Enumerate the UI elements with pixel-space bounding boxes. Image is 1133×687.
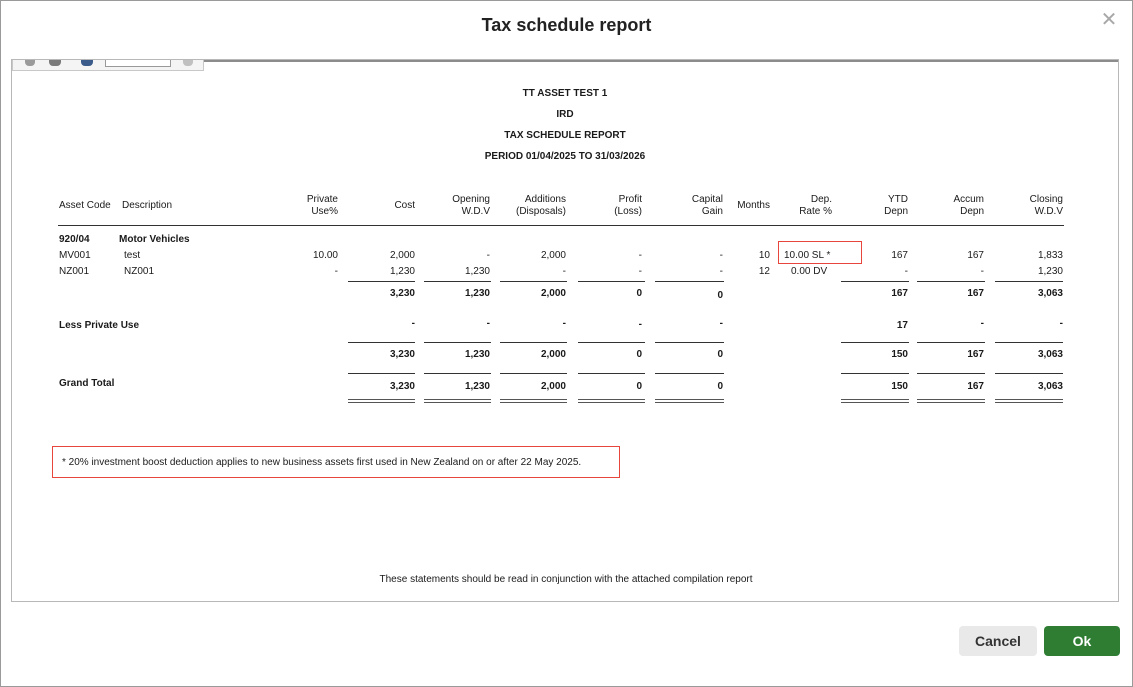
grand-accum: 167 — [967, 381, 984, 392]
refresh-icon[interactable] — [49, 60, 61, 66]
grand-ytd: 150 — [891, 381, 908, 392]
row-cost: 2,000 — [389, 250, 415, 261]
col-opening — [430, 194, 490, 218]
sum-rule — [995, 281, 1063, 282]
sum-rule — [841, 281, 909, 282]
col-description: Description — [122, 200, 173, 211]
col-accum-line2: Depn — [960, 206, 984, 217]
sum-rule — [578, 373, 645, 374]
col-profit-line2: (Loss) — [614, 206, 642, 217]
row-additions: 2,000 — [540, 250, 566, 261]
row-ytd-depn: 167 — [891, 250, 908, 261]
row-months: 12 — [758, 266, 770, 277]
report-title: TAX SCHEDULE REPORT — [504, 130, 626, 141]
double-rule — [655, 399, 724, 403]
group-name: Motor Vehicles — [119, 234, 190, 245]
sum-rule — [655, 342, 724, 343]
net-profit: 0 — [636, 349, 642, 360]
subtotal-profit: 0 — [636, 288, 642, 299]
double-rule — [348, 399, 415, 403]
col-additions-line2: (Disposals) — [515, 206, 566, 217]
col-private-use-line1: Private — [306, 194, 338, 205]
double-rule — [841, 399, 909, 403]
double-rule — [995, 399, 1063, 403]
row-capital-gain: - — [719, 266, 723, 277]
report-period: PERIOD 01/04/2025 TO 31/03/2026 — [484, 151, 646, 162]
col-ytd-depn — [848, 194, 908, 218]
grand-total-label: Grand Total — [59, 378, 115, 389]
col-closing-line2: W.D.V — [1034, 206, 1063, 217]
net-cost: 3,230 — [389, 349, 415, 360]
less-private-additions: - — [562, 318, 566, 329]
report-company: TT ASSET TEST 1 — [522, 88, 608, 99]
col-dep-line2: Rate % — [799, 206, 832, 217]
row-cost: 1,230 — [389, 266, 415, 277]
grand-opening: 1,230 — [464, 381, 490, 392]
sum-rule — [500, 342, 567, 343]
sum-rule — [348, 373, 415, 374]
print-icon[interactable] — [25, 60, 35, 66]
sum-rule — [917, 281, 985, 282]
less-private-cost: - — [411, 318, 415, 329]
grand-profit: 0 — [636, 381, 642, 392]
col-dep-line1: Dep. — [810, 194, 832, 205]
sum-rule — [917, 373, 985, 374]
col-cost: Cost — [394, 200, 415, 211]
sum-rule — [841, 373, 909, 374]
row-opening: 1,230 — [464, 266, 490, 277]
col-accum-depn — [924, 194, 984, 218]
col-capital-gain — [663, 194, 723, 218]
net-ytd: 150 — [891, 349, 908, 360]
col-profit — [582, 194, 642, 218]
col-private-use — [278, 194, 338, 218]
cancel-button[interactable]: Cancel — [959, 626, 1037, 656]
row-description: test — [124, 250, 141, 261]
ok-button[interactable]: Ok — [1044, 626, 1120, 656]
group-code: 920/04 — [59, 234, 90, 245]
less-private-capital: - — [719, 318, 723, 329]
grand-additions: 2,000 — [540, 381, 566, 392]
sum-rule — [578, 281, 645, 282]
header-divider — [58, 225, 1064, 226]
grand-closing: 3,063 — [1037, 381, 1063, 392]
dialog-title: Tax schedule report — [481, 15, 652, 35]
less-private-closing: - — [1059, 318, 1063, 329]
subtotal-opening: 1,230 — [464, 288, 490, 299]
col-additions — [496, 194, 566, 218]
zoom-icon[interactable] — [183, 60, 193, 66]
sum-rule — [348, 281, 415, 282]
row-private-use: 10.00 — [312, 250, 338, 261]
report-viewer[interactable] — [11, 59, 1119, 602]
col-dep-rate — [772, 194, 832, 218]
close-icon[interactable]: ✕ — [1100, 9, 1118, 31]
row-dep-rate: 10.00 SL * — [784, 250, 831, 261]
subtotal-additions: 2,000 — [540, 288, 566, 299]
sum-rule — [348, 342, 415, 343]
net-opening: 1,230 — [464, 349, 490, 360]
row-additions: - — [562, 266, 566, 277]
grand-cost: 3,230 — [389, 381, 415, 392]
sum-rule — [841, 342, 909, 343]
row-ytd-depn: - — [904, 266, 908, 277]
sum-rule — [424, 281, 491, 282]
net-accum: 167 — [967, 349, 984, 360]
subtotal-accum: 167 — [967, 288, 984, 299]
sum-rule — [995, 342, 1063, 343]
row-dep-rate: 0.00 DV — [791, 266, 828, 277]
sum-rule — [917, 342, 985, 343]
col-private-use-line2: Use% — [311, 206, 338, 217]
col-closing-wdv — [1003, 194, 1063, 218]
double-rule — [424, 399, 491, 403]
sum-rule — [655, 281, 724, 282]
sum-rule — [500, 373, 567, 374]
row-profit: - — [638, 266, 642, 277]
row-accum-depn: 167 — [967, 250, 984, 261]
sum-rule — [655, 373, 724, 374]
report-footer: These statements should be read in conjunction with the attached compilation report — [379, 574, 753, 585]
col-asset-code: Asset Code — [59, 200, 111, 211]
col-months: Months — [737, 200, 770, 211]
sum-rule — [424, 373, 491, 374]
grand-capital: 0 — [717, 381, 723, 392]
col-additions-line1: Additions — [524, 194, 566, 205]
net-capital: 0 — [717, 349, 723, 360]
row-opening: - — [486, 250, 490, 261]
row-profit: - — [638, 250, 642, 261]
row-closing-wdv: 1,833 — [1037, 250, 1063, 261]
col-capital-line2: Gain — [701, 206, 723, 217]
sum-rule — [995, 373, 1063, 374]
subtotal-cost: 3,230 — [389, 288, 415, 299]
col-opening-line1: Opening — [452, 194, 490, 205]
row-accum-depn: - — [980, 266, 984, 277]
double-rule — [500, 399, 567, 403]
row-asset-code: MV001 — [59, 250, 91, 261]
col-closing-line1: Closing — [1029, 194, 1063, 205]
sum-rule — [424, 342, 491, 343]
double-rule — [578, 399, 645, 403]
col-profit-line1: Profit — [618, 194, 642, 205]
footnote-text: * 20% investment boost deduction applies to new business assets first used in New Zealand on or after 22 May 2025. — [62, 457, 582, 468]
row-months: 10 — [758, 250, 770, 261]
save-icon[interactable] — [81, 60, 93, 66]
viewer-toolbar[interactable] — [12, 60, 204, 71]
less-private-accum: - — [980, 318, 984, 329]
row-private-use: - — [334, 266, 338, 277]
col-ytd-line2: Depn — [884, 206, 908, 217]
net-closing: 3,063 — [1037, 349, 1063, 360]
col-ytd-line1: YTD — [888, 194, 908, 205]
subtotal-closing: 3,063 — [1037, 288, 1063, 299]
col-accum-line1: Accum — [953, 194, 984, 205]
row-capital-gain: - — [719, 250, 723, 261]
subtotal-ytd: 167 — [891, 288, 908, 299]
less-private-label: Less Private Use — [59, 320, 140, 331]
sum-rule — [578, 342, 645, 343]
subtotal-capital: 0 — [717, 290, 723, 301]
less-private-ytd: 17 — [896, 320, 908, 331]
double-rule — [917, 399, 985, 403]
col-capital-line1: Capital — [691, 194, 723, 205]
row-description: NZ001 — [124, 266, 155, 277]
page-number-input[interactable] — [105, 60, 171, 67]
row-closing-wdv: 1,230 — [1037, 266, 1063, 277]
report-authority: IRD — [556, 109, 574, 120]
row-asset-code: NZ001 — [59, 266, 90, 277]
dep-rate-highlight — [778, 241, 862, 264]
less-private-opening: - — [486, 318, 490, 329]
sum-rule — [500, 281, 567, 282]
less-private-profit: - — [638, 319, 642, 330]
net-additions: 2,000 — [540, 349, 566, 360]
col-opening-line2: W.D.V — [461, 206, 490, 217]
